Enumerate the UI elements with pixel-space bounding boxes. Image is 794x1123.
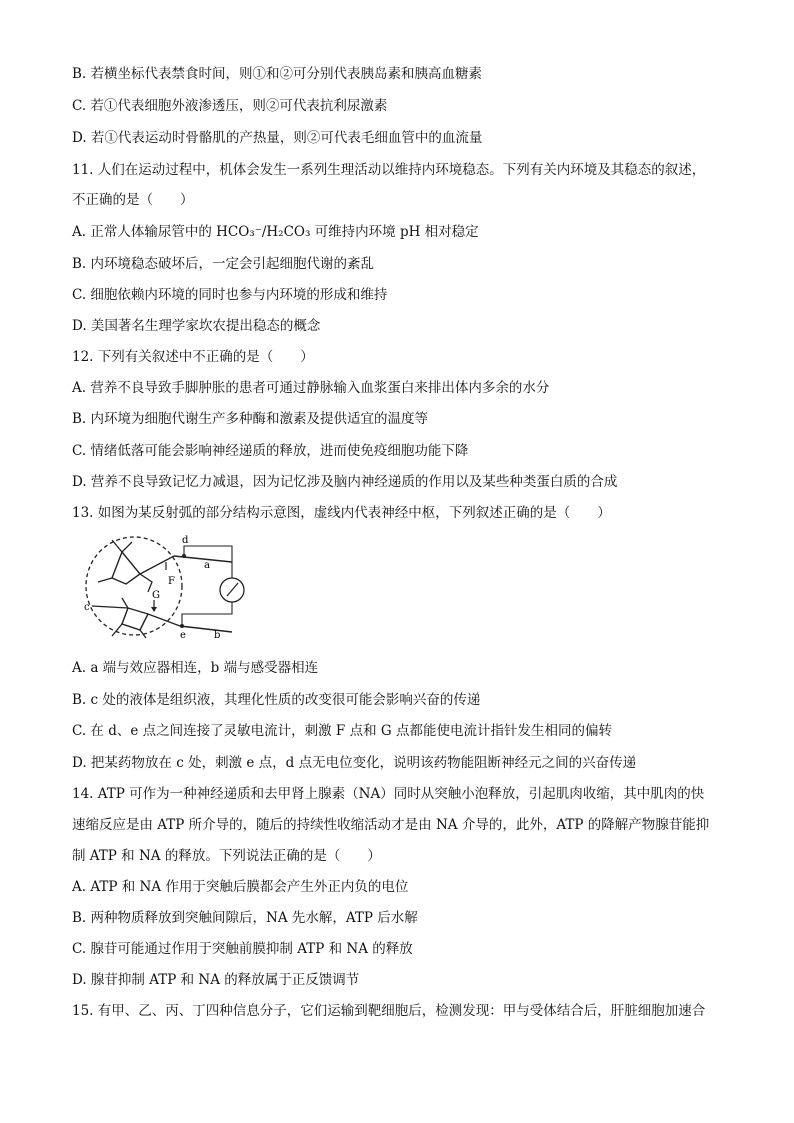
label-e: e	[180, 630, 186, 640]
option-c: C. 细胞依赖内环境的同时也参与内环境的形成和维持	[72, 287, 388, 303]
option-b: B. 两种物质释放到突触间隙后，NA 先水解，ATP 后水解	[72, 910, 418, 926]
reflex-arc-diagram	[82, 534, 250, 640]
label-c: c	[84, 602, 90, 613]
label-b: b	[214, 630, 221, 640]
question-12-stem: 12. 下列有关叙述中不正确的是（ ）	[72, 349, 314, 365]
option-b: B. c 处的液体是组织液，其理化性质的改变很可能会影响兴奋的传递	[72, 692, 481, 708]
question-13-stem: 13. 如图为某反射弧的部分结构示意图，虚线内代表神经中枢，下列叙述正确的是（ ）	[72, 505, 611, 521]
option-d: D. 腺苷抑制 ATP 和 NA 的释放属于正反馈调节	[72, 972, 360, 988]
option-d: D. 营养不良导致记忆力减退，因为记忆涉及脑内神经递质的作用以及某些种类蛋白质的合成	[72, 474, 618, 490]
option-a: A. a 端与效应器相连，b 端与感受器相连	[72, 660, 319, 676]
option-b: B. 内环境为细胞代谢生产多种酶和激素及提供适宜的温度等	[72, 411, 429, 427]
label-G: G	[152, 590, 160, 601]
text-line: C. 若①代表细胞外液渗透压，则②可代表抗利尿激素	[72, 98, 388, 114]
label-a: a	[204, 560, 210, 571]
option-c: C. 腺苷可能通过作用于突触前膜抑制 ATP 和 NA 的释放	[72, 941, 413, 957]
question-14-stem-cont: 速缩反应是由 ATP 所介导的，随后的持续性收缩活动才是由 NA 介导的，此外，ATP 的降解产物腺苷能抑	[72, 817, 710, 833]
axon-b	[180, 626, 232, 632]
question-15-stem: 15. 有甲、乙、丙、丁四种信息分子，它们运输到靶细胞后，检测发现：甲与受体结合后，肝脏细胞加速合	[72, 1003, 706, 1019]
question-14-stem: 14. ATP 可作为一种神经递质和去甲肾上腺素（NA）同时从突触小泡释放，引起肌肉收缩，其中肌肉的快	[72, 786, 705, 802]
question-11-stem: 11. 人们在运动过程中，机体会发生一系列生理活动以维持内环境稳态。下列有关内环境及其稳态的叙述，	[72, 162, 706, 178]
text-line: B. 若横坐标代表禁食时间，则①和②可分别代表胰岛素和胰高血糖素	[72, 66, 483, 82]
option-c: C. 在 d、e 点之间连接了灵敏电流计，刺激 F 点和 G 点都能使电流计指针发生相同的偏转	[72, 723, 612, 739]
option-d: D. 美国著名生理学家坎农提出稳态的概念	[72, 318, 321, 334]
text-line: D. 若①代表运动时骨骼肌的产热量，则②可代表毛细血管中的血流量	[72, 130, 483, 146]
option-c: C. 情绪低落可能会影响神经递质的释放，进而使免疫细胞功能下降	[72, 443, 469, 459]
option-a: A. 正常人体输尿管中的 HCO₃⁻/H₂CO₃ 可维持内环境 pH 相对稳定	[72, 224, 479, 240]
option-d: D. 把某药物放在 c 处，刺激 e 点，d 点无电位变化，说明该药物能阻断神经元之间的兴奋传递	[72, 755, 637, 771]
question-14-stem-cont: 制 ATP 和 NA 的释放。下列说法正确的是（ ）	[72, 848, 381, 864]
label-d: d	[182, 535, 189, 546]
lower-neuron-body	[122, 608, 148, 630]
label-F: F	[168, 576, 175, 587]
upper-neuron-body	[112, 552, 140, 584]
option-a: A. ATP 和 NA 作用于突触后膜都会产生外正内负的电位	[72, 879, 409, 895]
option-b: B. 内环境稳态破坏后，一定会引起细胞代谢的紊乱	[72, 256, 375, 272]
question-11-stem-cont: 不正确的是（ ）	[72, 192, 194, 208]
option-a: A. 营养不良导致手脚肿胀的患者可通过静脉输入血浆蛋白来排出体内多余的水分	[72, 380, 550, 396]
